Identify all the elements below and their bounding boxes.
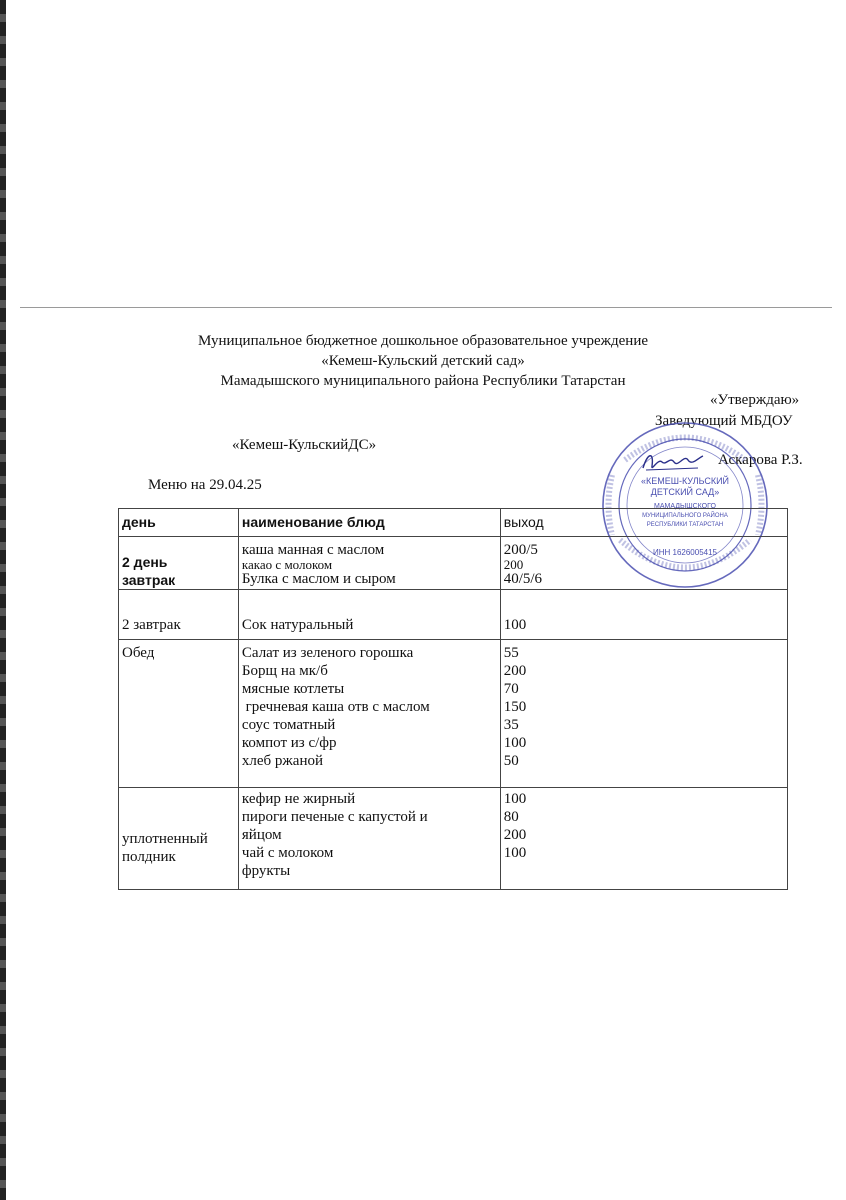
table-row	[119, 788, 788, 890]
meal-label: 2 день	[122, 554, 168, 570]
seal-text-2: ДЕТСКИЙ САД»	[650, 487, 720, 497]
dish-yield: 200	[503, 557, 524, 572]
dish-name: какао с молоком	[241, 557, 333, 572]
yields-cell	[500, 590, 787, 640]
meal-label: уплотненный	[122, 831, 208, 847]
dish-name: фрукты	[241, 863, 291, 879]
meal-cell	[119, 788, 239, 890]
approval-label: «Утверждаю»	[710, 392, 800, 408]
meal-label: Обед	[122, 645, 155, 661]
seal-inn: ИНН 1626005415	[652, 548, 718, 557]
header-yield: выход	[500, 509, 787, 537]
table-header-row	[119, 509, 788, 537]
institution-name-line2: «Кемеш-Кульский детский сад»	[321, 353, 525, 369]
meal-label: полдник	[122, 849, 176, 865]
dish-name: Сок натуральный	[241, 617, 354, 633]
dishes-cell	[238, 788, 500, 890]
dish-name: Борщ на мк/б	[241, 663, 328, 679]
header-dish-name: наименование блюд	[238, 509, 500, 537]
page-fold-line	[20, 307, 832, 308]
seal-text-4: МУНИЦИПАЛЬНОГО РАЙОНА	[642, 513, 728, 519]
table-row	[119, 537, 788, 590]
yields-cell	[500, 640, 787, 788]
menu-title: Меню на 29.04.25	[148, 477, 262, 493]
dish-yield: 35	[503, 717, 519, 733]
seal-text-5: РЕСПУБЛИКИ ТАТАРСТАН	[646, 522, 724, 528]
table-row	[119, 590, 788, 640]
dish-name: Салат из зеленого горошка	[241, 645, 414, 661]
yields-cell	[500, 537, 787, 590]
table-row	[119, 640, 788, 788]
dish-name: хлеб ржаной	[241, 753, 324, 769]
meal-label: завтрак	[122, 572, 176, 588]
scan-edge	[0, 0, 6, 1200]
dish-name: пироги печеные с капустой и	[241, 809, 428, 825]
approver-name: Аскарова Р.З.	[718, 452, 803, 468]
meal-cell	[119, 590, 239, 640]
header-day: день	[119, 509, 239, 537]
organization-short-name: «Кемеш-КульскийДС»	[232, 437, 377, 453]
dish-yield: 100	[503, 735, 527, 751]
dish-yield: 200	[503, 827, 527, 843]
yields-cell	[500, 788, 787, 890]
dishes-cell	[238, 590, 500, 640]
meal-cell	[119, 640, 239, 788]
dish-yield: 40/5/6	[503, 571, 543, 587]
dish-name: компот из с/фр	[241, 735, 337, 751]
dishes-cell	[238, 537, 500, 590]
handwritten-signature	[640, 448, 706, 476]
dish-name: Булка с маслом и сыром	[241, 571, 396, 587]
menu-table	[118, 508, 788, 890]
dish-yield: 55	[503, 645, 519, 661]
dish-yield: 100	[503, 845, 527, 861]
dish-yield: 100	[503, 791, 527, 807]
dish-name: яйцом	[241, 827, 282, 843]
meal-label: 2 завтрак	[122, 617, 181, 633]
dish-yield: 80	[503, 809, 519, 825]
dish-yield: 200	[503, 663, 527, 679]
dish-name: чай с молоком	[241, 845, 334, 861]
dish-yield: 70	[503, 681, 519, 697]
dish-name: каша манная с маслом	[241, 542, 385, 558]
institution-name-line3: Мамадышского муниципального района Республики Татарстан	[220, 373, 626, 389]
seal-text-3: МАМАДЫШСКОГО	[654, 503, 716, 510]
seal-text-1: «КЕМЕШ-КУЛЬСКИЙ	[640, 476, 730, 486]
dish-name: мясные котлеты	[241, 681, 345, 697]
dish-name: соус томатный	[241, 717, 336, 733]
dish-yield: 150	[503, 699, 527, 715]
dish-name: кефир не жирный	[241, 791, 356, 807]
dish-name: гречневая каша отв с маслом	[241, 699, 430, 715]
menu-table-container	[118, 508, 788, 890]
approver-position: Заведующий МБДОУ	[655, 413, 793, 429]
dish-yield: 50	[503, 753, 519, 769]
dish-yield: 200/5	[503, 542, 538, 558]
dishes-cell	[238, 640, 500, 788]
meal-cell	[119, 537, 239, 590]
dish-yield: 100	[503, 617, 527, 633]
institution-name-line1: Муниципальное бюджетное дошкольное образовательное учреждение	[198, 333, 648, 349]
